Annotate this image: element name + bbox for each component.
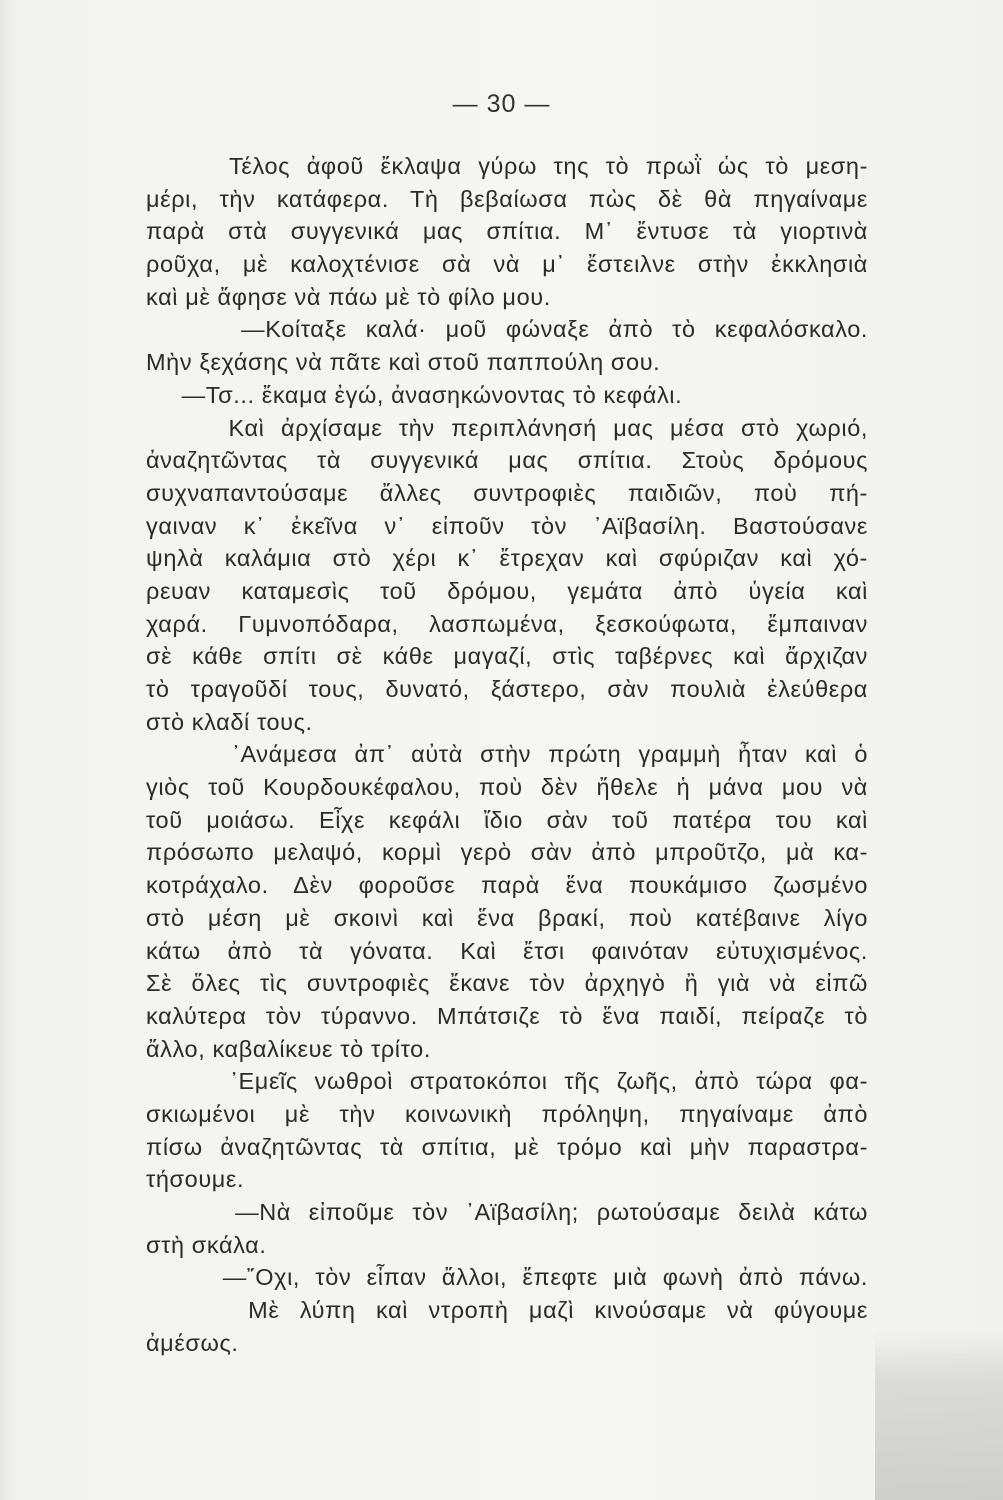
text-line: καλύτερα τὸν τύραννο. Μπάτσιζε τὸ ἕνα παιδί, πείραζε τὸ (146, 1002, 868, 1029)
text-line: χαρά. Γυμνοπόδαρα, λασπωμένα, ξεσκούφωτα, ἔμπαιναν (146, 610, 868, 637)
text-line: —Κοίταξε καλά· μοῦ φώναξε ἀπὸ τὸ κεφαλόσκαλο. (146, 316, 868, 343)
text-line: ροῦχα, μὲ καλοχτένισε σὰ νὰ μ᾽ ἔστειλνε στὴν ἐκκλησιὰ (146, 251, 868, 278)
text-line: ἄλλο, καβαλίκευε τὸ τρίτο. (146, 1035, 431, 1062)
text-line: πρόσωπο μελαψό, κορμὶ γερὸ σὰν ἀπὸ μπροῦτζο, μὰ κα- (146, 839, 868, 866)
text-line: Μὴν ξεχάσης νὰ πᾶτε καὶ στοῦ παππούλη σου. (146, 349, 661, 376)
text-line: κοτράχαλο. Δὲν φοροῦσε παρὰ ἕνα πουκάμισο ζωσμένο (146, 872, 868, 899)
body-text (146, 150, 868, 1359)
text-line: γαιναν κ᾽ ἐκεῖνα ν᾽ εἰποῦν τὸν ᾽Αϊβασίλη. Βαστούσανε (146, 512, 868, 539)
text-line: γιὸς τοῦ Κουρδουκέφαλου, ποὺ δὲν ἤθελε ἡ μάνα μου νὰ (146, 774, 868, 801)
text-line: τήσουμε. (146, 1166, 245, 1193)
text-line: —῎Οχι, τὸν εἶπαν ἄλλοι, ἔπεφτε μιὰ φωνὴ ἀπὸ πάνω. (146, 1264, 868, 1291)
text-line: Μὲ λύπη καὶ ντροπὴ μαζὶ κινούσαμε νὰ φύγουμε (146, 1297, 868, 1324)
text-line: καὶ μὲ ἄφησε νὰ πάω μὲ τὸ φίλο μου. (146, 283, 551, 310)
text-line: Τέλος ἀφοῦ ἔκλαψα γύρω της τὸ πρωῒ ὡς τὸ μεση- (146, 153, 868, 179)
text-line: ᾽Εμεῖς νωθροὶ στρατοκόποι τῆς ζωῆς, ἀπὸ τώρα φα- (146, 1068, 868, 1095)
text-line: —Νὰ εἰποῦμε τὸν ᾽Αϊβασίλη; ρωτούσαμε δειλὰ κάτω (146, 1199, 868, 1225)
text-line: στὴ σκάλα. (146, 1231, 267, 1258)
text-line: στὸ μέση μὲ σκοινὶ καὶ ἕνα βρακί, ποὺ κατέβαινε λίγο (146, 904, 868, 931)
text-line: ᾽Ανάμεσα ἀπ᾽ αὐτὰ στὴν πρώτη γραμμὴ ἦταν καὶ ὁ (146, 741, 868, 768)
text-line: παρὰ στὰ συγγενικά μας σπίτια. Μ᾽ ἔντυσε τὰ γιορτινὰ (146, 218, 868, 245)
text-line: ρευαν καταμεσὶς τοῦ δρόμου, γεμάτα ἀπὸ ὑγεία καὶ (146, 577, 868, 604)
text-line: πίσω ἀναζητῶντας τὰ σπίτια, μὲ τρόμο καὶ μὴν παραστρα- (146, 1133, 868, 1160)
text-line: στὸ κλαδί τους. (146, 708, 313, 735)
text-line: σὲ κάθε σπίτι σὲ κάθε μαγαζί, στὶς ταβέρνες καὶ ἄρχιζαν (146, 643, 868, 670)
text-line: ἀναζητῶντας τὰ συγγενικά μας σπίτια. Στοὺς δρόμους (146, 447, 868, 474)
text-line: κάτω ἀπὸ τὰ γόνατα. Καὶ ἔτσι φαινόταν εὐτυχισμένος. (146, 937, 868, 964)
page-number: — 30 — (452, 90, 551, 118)
text-line: συχναπαντούσαμε ἄλλες συντροφιὲς παιδιῶν, ποὺ πή- (146, 479, 868, 506)
text-line: ψηλὰ καλάμια στὸ χέρι κ᾽ ἔτρεχαν καὶ σφύριζαν καὶ χό- (146, 545, 868, 572)
text-line: τὸ τραγοῦδί τους, δυνατό, ξάστερο, σὰν πουλιὰ ἐλεύθερα (146, 676, 868, 702)
text-line: τοῦ μοιάσω. Εἶχε κεφάλι ἴδιο σὰν τοῦ πατέρα του καὶ (146, 806, 868, 833)
page-edge-shadow (875, 1330, 1003, 1500)
text-line: Καὶ ἀρχίσαμε τὴν περιπλάνησή μας μέσα στὸ χωριό, (146, 414, 868, 441)
text-line: ἀμέσως. (146, 1329, 239, 1356)
text-line: —Τσ... ἔκαμα ἐγώ, ἀνασηκώνοντας τὸ κεφάλι. (146, 381, 683, 408)
text-line: σκιωμένοι μὲ τὴν κοινωνικὴ πρόληψη, πηγαίναμε ἀπὸ (146, 1100, 868, 1127)
text-line: Σὲ ὅλες τὶς συντροφιὲς ἔκανε τὸν ἀρχηγὸ ἢ γιὰ νὰ εἰπῶ (146, 970, 868, 997)
text-line: μέρι, τὴν κατάφερα. Τὴ βεβαίωσα πὼς δὲ θὰ πηγαίναμε (146, 185, 868, 212)
